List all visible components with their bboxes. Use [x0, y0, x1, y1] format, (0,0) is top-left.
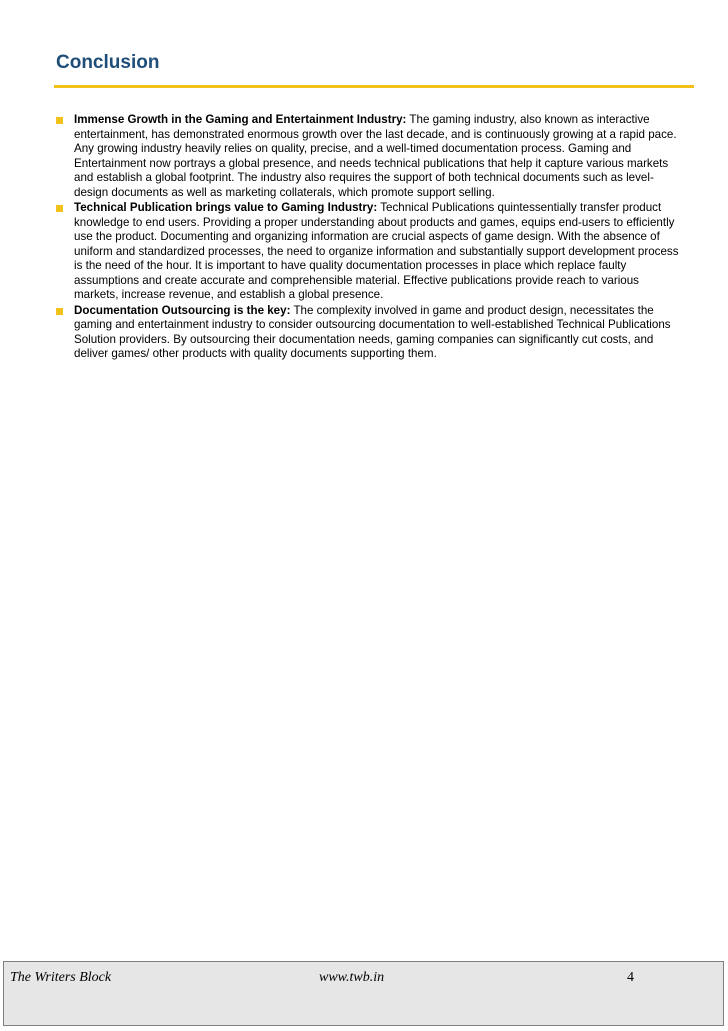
footer-page-number: 4	[627, 970, 634, 985]
section-heading: Conclusion	[56, 52, 160, 73]
bullet-item	[56, 113, 686, 200]
square-bullet-icon	[56, 308, 63, 315]
bullet-text: Technical Publications quintessentially transfer product knowledge to end users. Providing a proper understanding about products and games, equips end-users to efficiently use the product. Documenting and organizing information are crucial aspects of game design. With the absence of uniform and standardized processes, the need to organize information and substantially support development process is the need of the hour. It is important to have quality documentation processes in place which replace faulty assumptions and create accurate and comprehensible material. Effective publications provide reach to various markets, increase revenue, and establish a global presence.	[74, 201, 679, 301]
bullet-list	[56, 113, 686, 362]
bullet-title: Technical Publication brings value to Gaming Industry:	[74, 201, 378, 214]
footer-company-name: The Writers Block	[10, 970, 112, 985]
square-bullet-icon	[56, 205, 63, 212]
footer-website-link[interactable]: www.twb.in	[319, 970, 385, 985]
heading-underline	[54, 85, 694, 88]
bullet-text: The complexity involved in game and product design, necessitates the gaming and entertainment industry to consider outsourcing documentation to well-established Technical Publications Solution providers. By outsourcing their documentation needs, gaming companies can significantly cut costs, and deliver games/ other products with quality documents supporting them.	[74, 303, 671, 360]
bullet-item	[56, 304, 686, 362]
bullet-title: Documentation Outsourcing is the key:	[74, 303, 291, 317]
page-footer	[3, 961, 724, 1026]
bullet-text: The gaming industry, also known as interactive entertainment, has demonstrated enormous growth over the last decade, and is continuously growing at a rapid pace. Any growing industry heavily relies on quality, precise, and a well-timed documentation process. Gaming and Entertainment now portrays a global presence, and needs technical publications that help it capture various markets and establish a global footprint. The industry also requires the support of both technical documents such as level-design documents as well as marketing collaterals, which promote support selling.	[74, 113, 677, 199]
square-bullet-icon	[56, 117, 63, 124]
bullet-title: Immense Growth in the Gaming and Entertainment Industry:	[74, 113, 407, 126]
bullet-item	[56, 201, 686, 303]
